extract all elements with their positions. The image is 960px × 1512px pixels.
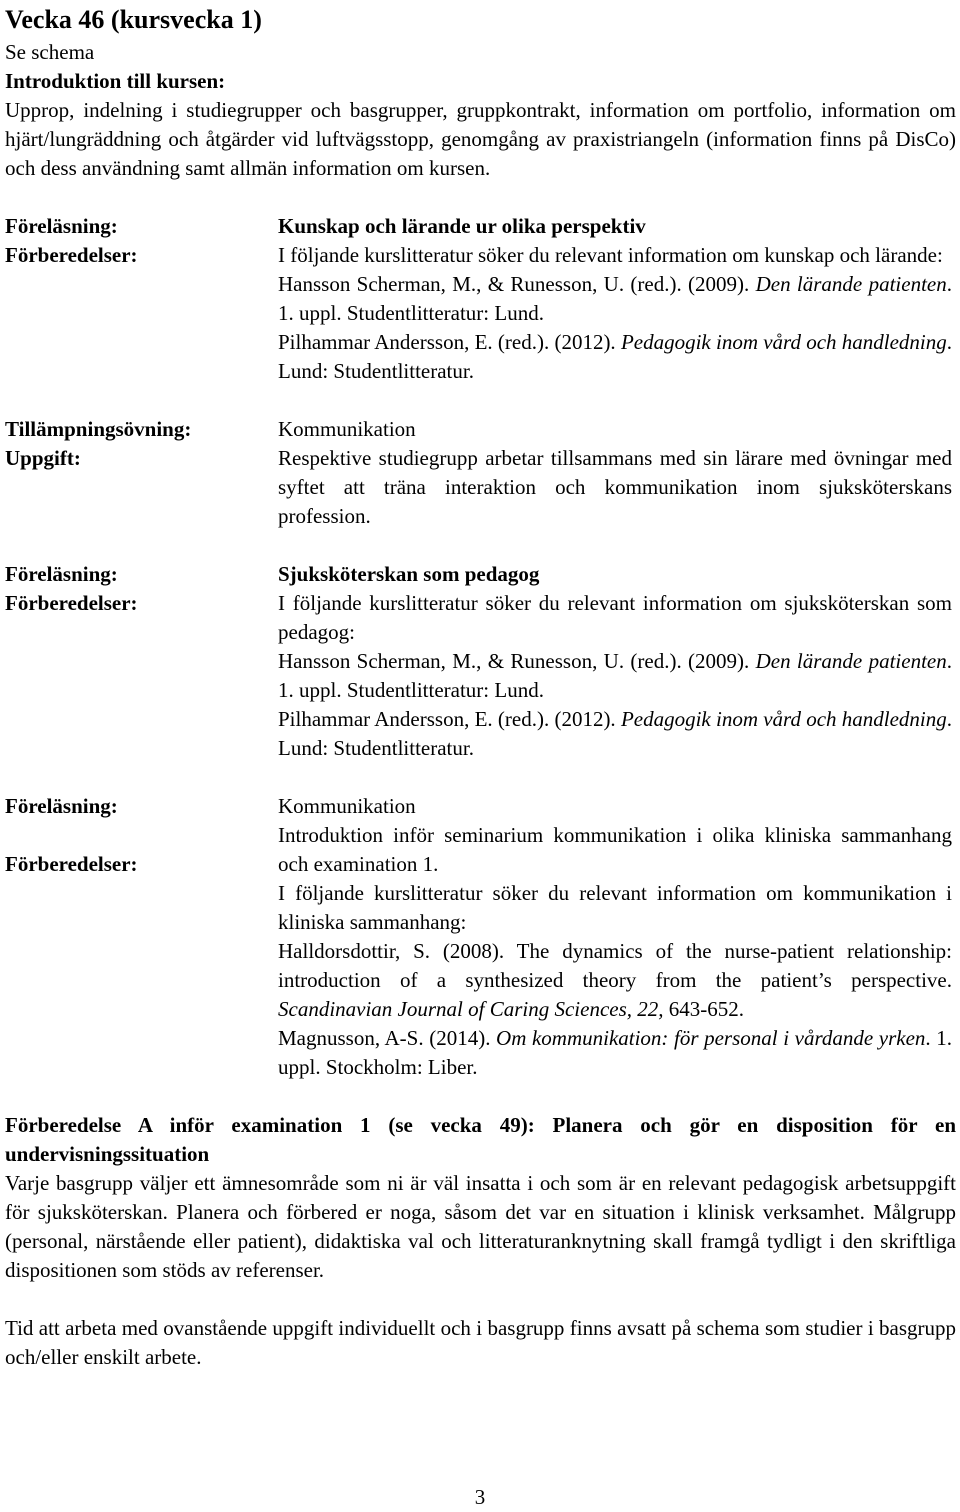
activity-type-label: Föreläsning: xyxy=(5,794,118,818)
spacer xyxy=(5,821,278,850)
assignment-note: Tid att arbeta med ovanstående uppgift individuellt och i basgrupp finns avsatt på schema som studier i basgrupp och/eller enskilt arbete. xyxy=(5,1316,956,1369)
spacer xyxy=(5,763,956,792)
assignment-heading: Förberedelse A inför examination 1 (se vecka 49): Planera och gör en disposition för en undervisningssituation xyxy=(5,1113,956,1166)
preparation-label: Förberedelser: xyxy=(5,852,138,876)
preparation-label: Förberedelser: xyxy=(5,243,138,267)
spacer xyxy=(5,1082,956,1111)
activity-text: I följande kurslitteratur söker du relevant information om kommunikation i kliniska sammanhang: xyxy=(278,881,952,934)
spacer xyxy=(5,386,956,415)
spacer xyxy=(5,183,956,212)
activity-type-label: Föreläsning: xyxy=(5,562,118,586)
activity-title: Sjuksköterskan som pedagog xyxy=(278,562,540,586)
activity-content xyxy=(278,560,952,763)
reference-item: Pilhammar Andersson, E. (red.). (2012). Pedagogik inom vård och handledning. Lund: Studentlitteratur. xyxy=(278,330,953,383)
activity-title: Kommunikation xyxy=(278,417,416,441)
reference-item: Magnusson, A-S. (2014). Om kommunikation: för personal i vårdande yrken. 1. uppl. Stockholm: Liber. xyxy=(278,1026,952,1079)
activity-block xyxy=(5,560,956,763)
activity-text: Introduktion inför seminarium kommunikation i olika kliniska sammanhang och examination 1. xyxy=(278,823,952,876)
page-number: 3 xyxy=(474,1485,486,1509)
activity-type-label: Tillämpningsövning: xyxy=(5,417,192,441)
week-title: Vecka 46 (kursvecka 1) xyxy=(5,5,262,34)
activity-content xyxy=(278,792,952,1082)
activity-labels xyxy=(5,212,278,386)
activity-labels xyxy=(5,792,278,1082)
task-label: Uppgift: xyxy=(5,446,81,470)
assignment-text: Varje basgrupp väljer ett ämnesområde som ni är väl insatta i och som är en relevant pedagogisk arbetsuppgift för sjuksköterskan. Planera och förbered er noga, såsom det var en situation i klinisk verksamhet. Målgrupp (personal, närstående eller patient), didaktiska val och litteraturanknytning skall framgå tydligt i den skriftliga dispositionen som stöds av referenser. xyxy=(5,1171,956,1282)
activity-content xyxy=(278,415,952,531)
reference-item: Halldorsdottir, S. (2008). The dynamics of the nurse-patient relationship: introduction of a synthesized theory from the patient’s perspective. Scandinavian Journal of Caring Sciences, 22, 643-652. xyxy=(278,939,952,1021)
activity-text: I följande kurslitteratur söker du relevant information om kunskap och lärande: xyxy=(278,243,943,267)
activity-content xyxy=(278,212,952,386)
preparation-label: Förberedelser: xyxy=(5,591,138,615)
intro-heading: Introduktion till kursen: xyxy=(5,69,226,93)
activity-block xyxy=(5,415,956,531)
activity-title: Kunskap och lärande ur olika perspektiv xyxy=(278,214,646,238)
activity-labels xyxy=(5,560,278,763)
activity-labels xyxy=(5,415,278,531)
activity-text: I följande kurslitteratur söker du relevant information om sjuksköterskan som pedagog: xyxy=(278,591,952,644)
schedule-link[interactable]: Se schema xyxy=(5,40,95,64)
activity-block xyxy=(5,212,956,386)
reference-item: Hansson Scherman, M., & Runesson, U. (red.). (2009). Den lärande patienten. 1. uppl. Studentlitteratur: Lund. xyxy=(278,272,952,325)
spacer xyxy=(5,1285,956,1314)
activity-type-label: Föreläsning: xyxy=(5,214,118,238)
reference-item: Hansson Scherman, M., & Runesson, U. (red.). (2009). Den lärande patienten. 1. uppl. Studentlitteratur: Lund. xyxy=(278,649,952,702)
activity-title: Kommunikation xyxy=(278,794,416,818)
intro-text: Upprop, indelning i studiegrupper och basgrupper, gruppkontrakt, information om portfolio, information om hjärt/lungräddning och åtgärder vid luftvägsstopp, genomgång av praxistriangeln (information finns på DisCo) och dess användning samt allmän information om kursen. xyxy=(5,98,956,180)
reference-item: Pilhammar Andersson, E. (red.). (2012). Pedagogik inom vård och handledning. Lund: Studentlitteratur. xyxy=(278,707,953,760)
spacer xyxy=(5,531,956,560)
activity-block xyxy=(5,792,956,1082)
activity-text: Respektive studiegrupp arbetar tillsammans med sin lärare med övningar med syftet att träna interaktion och kommunikation inom sjuksköterskans profession. xyxy=(278,446,952,528)
